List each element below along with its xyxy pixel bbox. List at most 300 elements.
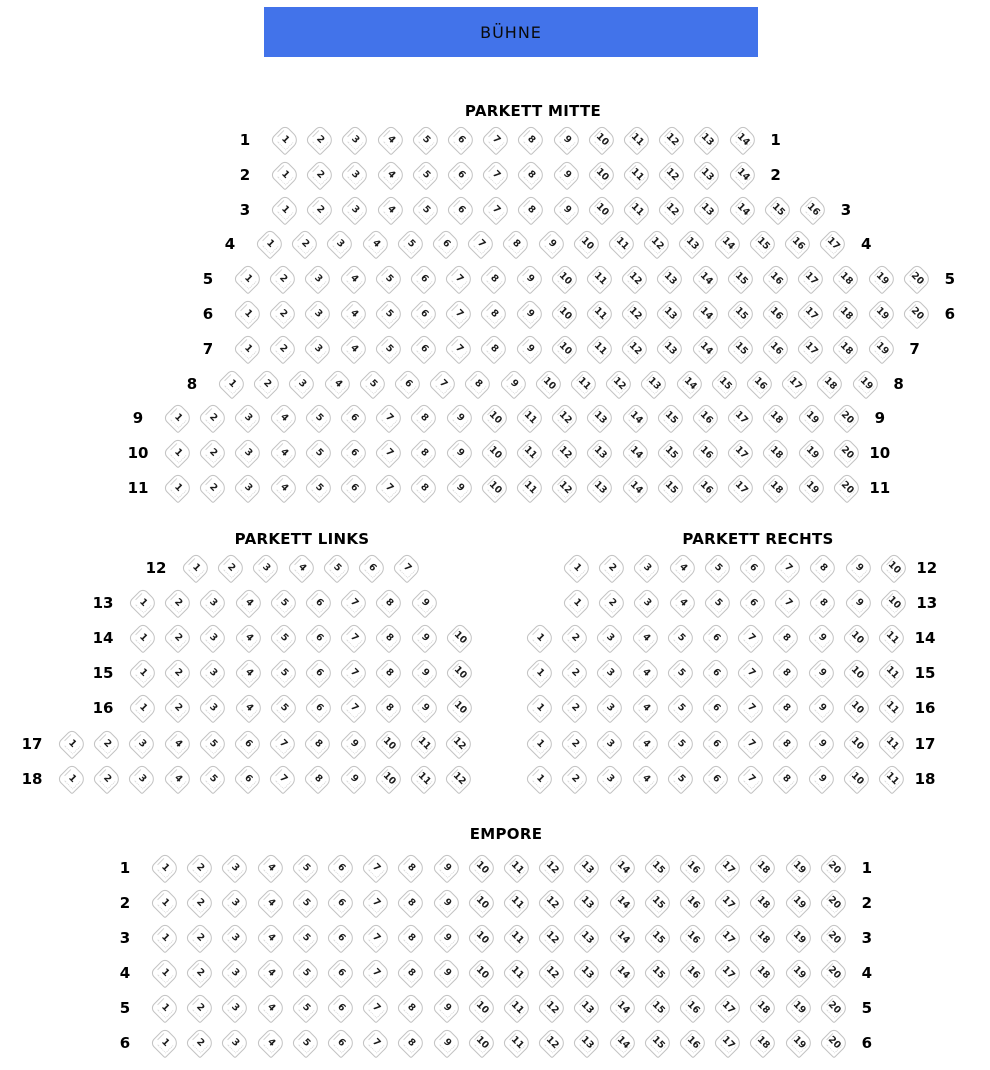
seat-parkett-mitte-row6-4[interactable] [338, 298, 369, 329]
seat-parkett-links-row18-5[interactable] [197, 763, 228, 794]
seat-empore-row6-3[interactable] [220, 1027, 251, 1058]
seat-empore-row4-8[interactable] [396, 957, 427, 988]
seat-empore-row4-20[interactable] [818, 957, 849, 988]
seat-parkett-mitte-row10-15[interactable] [655, 437, 686, 468]
seat-parkett-mitte-row7-18[interactable] [831, 333, 862, 364]
seat-empore-row6-2[interactable] [185, 1027, 216, 1058]
seat-parkett-mitte-row6-14[interactable] [690, 298, 721, 329]
seat-parkett-links-row12-7[interactable] [392, 552, 423, 583]
seat-empore-row3-3[interactable] [220, 922, 251, 953]
seat-parkett-links-row14-4[interactable] [233, 622, 264, 653]
seat-empore-row1-4[interactable] [255, 852, 286, 883]
seat-parkett-links-row16-5[interactable] [268, 692, 299, 723]
seat-empore-row4-11[interactable] [501, 957, 532, 988]
seat-parkett-links-row17-9[interactable] [338, 728, 369, 759]
seat-parkett-links-row15-5[interactable] [268, 657, 299, 688]
seat-parkett-links-row17-11[interactable] [408, 728, 439, 759]
seat-parkett-mitte-row1-2[interactable] [305, 124, 336, 155]
seat-parkett-links-row16-3[interactable] [198, 692, 229, 723]
seat-parkett-mitte-row11-4[interactable] [268, 472, 299, 503]
seat-parkett-rechts-row14-7[interactable] [736, 622, 767, 653]
seat-parkett-mitte-row2-8[interactable] [516, 159, 547, 190]
seat-parkett-rechts-row15-6[interactable] [700, 657, 731, 688]
seat-parkett-rechts-row15-11[interactable] [876, 657, 907, 688]
seat-parkett-rechts-row18-6[interactable] [700, 763, 731, 794]
seat-empore-row2-16[interactable] [677, 887, 708, 918]
seat-parkett-rechts-row15-5[interactable] [665, 657, 696, 688]
seat-parkett-links-row17-7[interactable] [268, 728, 299, 759]
seat-parkett-links-row14-7[interactable] [339, 622, 370, 653]
seat-parkett-mitte-row10-5[interactable] [303, 437, 334, 468]
seat-parkett-rechts-row15-10[interactable] [841, 657, 872, 688]
seat-parkett-links-row18-4[interactable] [162, 763, 193, 794]
seat-parkett-rechts-row15-2[interactable] [560, 657, 591, 688]
seat-parkett-mitte-row7-1[interactable] [232, 333, 263, 364]
seat-parkett-mitte-row10-4[interactable] [268, 437, 299, 468]
seat-parkett-mitte-row8-4[interactable] [322, 368, 353, 399]
seat-empore-row5-11[interactable] [501, 992, 532, 1023]
seat-parkett-mitte-row2-4[interactable] [375, 159, 406, 190]
seat-parkett-mitte-row1-6[interactable] [445, 124, 476, 155]
seat-empore-row1-19[interactable] [783, 852, 814, 883]
seat-parkett-mitte-row8-16[interactable] [744, 368, 775, 399]
seat-empore-row6-19[interactable] [783, 1027, 814, 1058]
seat-parkett-rechts-row13-5[interactable] [702, 587, 733, 618]
seat-empore-row4-2[interactable] [185, 957, 216, 988]
seat-parkett-links-row13-5[interactable] [268, 587, 299, 618]
seat-parkett-mitte-row7-11[interactable] [584, 333, 615, 364]
seat-empore-row4-1[interactable] [149, 957, 180, 988]
seat-parkett-links-row12-6[interactable] [356, 552, 387, 583]
seat-parkett-mitte-row5-3[interactable] [303, 263, 334, 294]
seat-parkett-mitte-row3-15[interactable] [762, 194, 793, 225]
seat-parkett-rechts-row18-8[interactable] [771, 763, 802, 794]
seat-parkett-rechts-row16-11[interactable] [876, 692, 907, 723]
seat-empore-row6-17[interactable] [713, 1027, 744, 1058]
seat-parkett-mitte-row3-2[interactable] [305, 194, 336, 225]
seat-parkett-mitte-row10-11[interactable] [514, 437, 545, 468]
seat-parkett-mitte-row7-17[interactable] [796, 333, 827, 364]
seat-parkett-mitte-row6-13[interactable] [655, 298, 686, 329]
seat-parkett-links-row13-9[interactable] [409, 587, 440, 618]
seat-parkett-rechts-row17-7[interactable] [736, 728, 767, 759]
seat-parkett-mitte-row5-5[interactable] [373, 263, 404, 294]
seat-parkett-links-row16-8[interactable] [374, 692, 405, 723]
seat-parkett-mitte-row5-16[interactable] [760, 263, 791, 294]
seat-parkett-links-row18-12[interactable] [444, 763, 475, 794]
seat-parkett-mitte-row1-5[interactable] [410, 124, 441, 155]
seat-parkett-links-row17-8[interactable] [303, 728, 334, 759]
seat-parkett-mitte-row10-16[interactable] [690, 437, 721, 468]
seat-empore-row6-1[interactable] [149, 1027, 180, 1058]
seat-parkett-rechts-row17-2[interactable] [560, 728, 591, 759]
seat-parkett-mitte-row5-2[interactable] [268, 263, 299, 294]
seat-parkett-mitte-row4-6[interactable] [430, 228, 461, 259]
seat-empore-row6-8[interactable] [396, 1027, 427, 1058]
seat-parkett-mitte-row10-1[interactable] [162, 437, 193, 468]
seat-parkett-mitte-row8-12[interactable] [604, 368, 635, 399]
seat-parkett-mitte-row6-6[interactable] [408, 298, 439, 329]
seat-parkett-mitte-row10-13[interactable] [585, 437, 616, 468]
seat-parkett-mitte-row2-2[interactable] [305, 159, 336, 190]
seat-parkett-mitte-row8-9[interactable] [498, 368, 529, 399]
seat-parkett-mitte-row11-9[interactable] [444, 472, 475, 503]
seat-parkett-rechts-row17-4[interactable] [630, 728, 661, 759]
seat-parkett-rechts-row18-3[interactable] [595, 763, 626, 794]
seat-parkett-mitte-row9-8[interactable] [409, 402, 440, 433]
seat-parkett-rechts-row14-9[interactable] [806, 622, 837, 653]
seat-parkett-mitte-row4-4[interactable] [360, 228, 391, 259]
seat-empore-row5-10[interactable] [466, 992, 497, 1023]
seat-empore-row1-1[interactable] [149, 852, 180, 883]
seat-parkett-mitte-row5-7[interactable] [444, 263, 475, 294]
seat-parkett-mitte-row7-4[interactable] [338, 333, 369, 364]
seat-parkett-mitte-row10-19[interactable] [796, 437, 827, 468]
seat-parkett-mitte-row11-14[interactable] [620, 472, 651, 503]
seat-empore-row6-18[interactable] [748, 1027, 779, 1058]
seat-parkett-mitte-row1-14[interactable] [727, 124, 758, 155]
seat-parkett-rechts-row18-4[interactable] [630, 763, 661, 794]
seat-empore-row1-10[interactable] [466, 852, 497, 883]
seat-empore-row5-15[interactable] [642, 992, 673, 1023]
seat-empore-row3-10[interactable] [466, 922, 497, 953]
seat-parkett-links-row16-7[interactable] [339, 692, 370, 723]
seat-empore-row2-12[interactable] [537, 887, 568, 918]
seat-empore-row4-15[interactable] [642, 957, 673, 988]
seat-empore-row1-16[interactable] [677, 852, 708, 883]
seat-parkett-mitte-row10-17[interactable] [726, 437, 757, 468]
seat-empore-row3-17[interactable] [713, 922, 744, 953]
seat-empore-row3-18[interactable] [748, 922, 779, 953]
seat-parkett-mitte-row11-7[interactable] [374, 472, 405, 503]
seat-parkett-mitte-row4-15[interactable] [747, 228, 778, 259]
seat-parkett-mitte-row11-5[interactable] [303, 472, 334, 503]
seat-parkett-mitte-row1-13[interactable] [692, 124, 723, 155]
seat-parkett-mitte-row8-7[interactable] [428, 368, 459, 399]
seat-parkett-mitte-row9-2[interactable] [198, 402, 229, 433]
seat-parkett-rechts-row16-6[interactable] [700, 692, 731, 723]
seat-empore-row1-9[interactable] [431, 852, 462, 883]
seat-empore-row2-10[interactable] [466, 887, 497, 918]
seat-parkett-links-row17-10[interactable] [373, 728, 404, 759]
seat-parkett-mitte-row7-5[interactable] [373, 333, 404, 364]
seat-parkett-mitte-row7-7[interactable] [444, 333, 475, 364]
seat-parkett-links-row13-1[interactable] [127, 587, 158, 618]
seat-parkett-mitte-row8-3[interactable] [287, 368, 318, 399]
seat-parkett-mitte-row9-3[interactable] [233, 402, 264, 433]
seat-parkett-mitte-row9-11[interactable] [514, 402, 545, 433]
seat-parkett-links-row16-1[interactable] [127, 692, 158, 723]
seat-parkett-rechts-row13-6[interactable] [737, 587, 768, 618]
seat-parkett-mitte-row7-19[interactable] [866, 333, 897, 364]
seat-parkett-links-row17-3[interactable] [127, 728, 158, 759]
seat-parkett-links-row12-3[interactable] [251, 552, 282, 583]
seat-parkett-mitte-row3-9[interactable] [551, 194, 582, 225]
seat-empore-row5-4[interactable] [255, 992, 286, 1023]
seat-empore-row5-1[interactable] [149, 992, 180, 1023]
seat-empore-row4-10[interactable] [466, 957, 497, 988]
seat-parkett-mitte-row3-4[interactable] [375, 194, 406, 225]
seat-parkett-links-row18-11[interactable] [408, 763, 439, 794]
seat-parkett-rechts-row16-1[interactable] [524, 692, 555, 723]
seat-parkett-mitte-row3-13[interactable] [692, 194, 723, 225]
seat-parkett-links-row14-9[interactable] [409, 622, 440, 653]
seat-parkett-mitte-row10-20[interactable] [831, 437, 862, 468]
seat-parkett-links-row16-10[interactable] [444, 692, 475, 723]
seat-parkett-mitte-row8-19[interactable] [850, 368, 881, 399]
seat-empore-row5-2[interactable] [185, 992, 216, 1023]
seat-empore-row5-6[interactable] [325, 992, 356, 1023]
seat-parkett-rechts-row16-7[interactable] [736, 692, 767, 723]
seat-parkett-mitte-row6-19[interactable] [866, 298, 897, 329]
seat-parkett-rechts-row15-3[interactable] [595, 657, 626, 688]
seat-parkett-mitte-row9-4[interactable] [268, 402, 299, 433]
seat-parkett-links-row17-2[interactable] [92, 728, 123, 759]
seat-empore-row4-3[interactable] [220, 957, 251, 988]
seat-parkett-mitte-row11-11[interactable] [514, 472, 545, 503]
seat-empore-row6-4[interactable] [255, 1027, 286, 1058]
seat-empore-row5-17[interactable] [713, 992, 744, 1023]
seat-empore-row3-2[interactable] [185, 922, 216, 953]
seat-empore-row2-11[interactable] [501, 887, 532, 918]
seat-parkett-mitte-row4-3[interactable] [325, 228, 356, 259]
seat-parkett-mitte-row3-14[interactable] [727, 194, 758, 225]
seat-parkett-mitte-row3-3[interactable] [340, 194, 371, 225]
seat-parkett-mitte-row4-8[interactable] [501, 228, 532, 259]
seat-parkett-mitte-row7-6[interactable] [408, 333, 439, 364]
seat-parkett-links-row15-10[interactable] [444, 657, 475, 688]
seat-empore-row1-18[interactable] [748, 852, 779, 883]
seat-empore-row4-17[interactable] [713, 957, 744, 988]
seat-parkett-mitte-row10-8[interactable] [409, 437, 440, 468]
seat-empore-row5-12[interactable] [537, 992, 568, 1023]
seat-parkett-mitte-row8-2[interactable] [252, 368, 283, 399]
seat-parkett-rechts-row12-8[interactable] [808, 552, 839, 583]
seat-empore-row3-5[interactable] [290, 922, 321, 953]
seat-parkett-rechts-row15-8[interactable] [771, 657, 802, 688]
seat-parkett-rechts-row17-1[interactable] [524, 728, 555, 759]
seat-parkett-mitte-row11-12[interactable] [550, 472, 581, 503]
seat-parkett-mitte-row4-7[interactable] [466, 228, 497, 259]
seat-parkett-mitte-row11-19[interactable] [796, 472, 827, 503]
seat-parkett-mitte-row3-1[interactable] [269, 194, 300, 225]
seat-parkett-mitte-row5-12[interactable] [620, 263, 651, 294]
seat-parkett-mitte-row11-3[interactable] [233, 472, 264, 503]
seat-parkett-mitte-row6-1[interactable] [232, 298, 263, 329]
seat-parkett-mitte-row9-12[interactable] [550, 402, 581, 433]
seat-empore-row2-5[interactable] [290, 887, 321, 918]
seat-parkett-mitte-row1-8[interactable] [516, 124, 547, 155]
seat-parkett-mitte-row6-7[interactable] [444, 298, 475, 329]
seat-empore-row1-13[interactable] [572, 852, 603, 883]
seat-parkett-mitte-row4-2[interactable] [290, 228, 321, 259]
seat-parkett-mitte-row5-4[interactable] [338, 263, 369, 294]
seat-parkett-mitte-row7-9[interactable] [514, 333, 545, 364]
seat-parkett-links-row12-2[interactable] [216, 552, 247, 583]
seat-parkett-mitte-row2-3[interactable] [340, 159, 371, 190]
seat-parkett-rechts-row13-3[interactable] [632, 587, 663, 618]
seat-empore-row4-12[interactable] [537, 957, 568, 988]
seat-parkett-mitte-row5-9[interactable] [514, 263, 545, 294]
seat-empore-row2-9[interactable] [431, 887, 462, 918]
seat-parkett-mitte-row11-13[interactable] [585, 472, 616, 503]
seat-parkett-rechts-row16-10[interactable] [841, 692, 872, 723]
seat-parkett-rechts-row16-9[interactable] [806, 692, 837, 723]
seat-parkett-mitte-row6-17[interactable] [796, 298, 827, 329]
seat-parkett-mitte-row6-5[interactable] [373, 298, 404, 329]
seat-parkett-mitte-row7-3[interactable] [303, 333, 334, 364]
seat-parkett-mitte-row4-1[interactable] [254, 228, 285, 259]
seat-empore-row5-5[interactable] [290, 992, 321, 1023]
seat-parkett-mitte-row5-15[interactable] [725, 263, 756, 294]
seat-parkett-mitte-row8-11[interactable] [568, 368, 599, 399]
seat-parkett-links-row13-2[interactable] [163, 587, 194, 618]
seat-parkett-mitte-row2-7[interactable] [481, 159, 512, 190]
seat-empore-row1-12[interactable] [537, 852, 568, 883]
seat-parkett-mitte-row11-6[interactable] [338, 472, 369, 503]
seat-empore-row4-19[interactable] [783, 957, 814, 988]
seat-parkett-rechts-row17-5[interactable] [665, 728, 696, 759]
seat-empore-row1-11[interactable] [501, 852, 532, 883]
seat-parkett-rechts-row16-3[interactable] [595, 692, 626, 723]
seat-parkett-mitte-row4-16[interactable] [782, 228, 813, 259]
seat-parkett-mitte-row2-9[interactable] [551, 159, 582, 190]
seat-parkett-links-row13-8[interactable] [374, 587, 405, 618]
seat-parkett-mitte-row10-10[interactable] [479, 437, 510, 468]
seat-parkett-mitte-row11-10[interactable] [479, 472, 510, 503]
seat-empore-row4-7[interactable] [361, 957, 392, 988]
seat-parkett-rechts-row14-10[interactable] [841, 622, 872, 653]
seat-parkett-mitte-row11-2[interactable] [198, 472, 229, 503]
seat-parkett-mitte-row9-10[interactable] [479, 402, 510, 433]
seat-parkett-rechts-row18-9[interactable] [806, 763, 837, 794]
seat-parkett-mitte-row4-11[interactable] [606, 228, 637, 259]
seat-parkett-mitte-row10-18[interactable] [761, 437, 792, 468]
seat-empore-row5-14[interactable] [607, 992, 638, 1023]
seat-parkett-mitte-row1-12[interactable] [657, 124, 688, 155]
seat-empore-row5-16[interactable] [677, 992, 708, 1023]
seat-empore-row1-20[interactable] [818, 852, 849, 883]
seat-parkett-links-row15-7[interactable] [339, 657, 370, 688]
seat-parkett-mitte-row3-12[interactable] [657, 194, 688, 225]
seat-empore-row2-20[interactable] [818, 887, 849, 918]
seat-parkett-rechts-row12-2[interactable] [597, 552, 628, 583]
seat-parkett-mitte-row3-8[interactable] [516, 194, 547, 225]
seat-parkett-mitte-row5-10[interactable] [549, 263, 580, 294]
seat-parkett-rechts-row12-5[interactable] [702, 552, 733, 583]
seat-parkett-mitte-row4-12[interactable] [642, 228, 673, 259]
seat-empore-row5-9[interactable] [431, 992, 462, 1023]
seat-parkett-rechts-row15-7[interactable] [736, 657, 767, 688]
seat-parkett-mitte-row6-9[interactable] [514, 298, 545, 329]
seat-empore-row6-14[interactable] [607, 1027, 638, 1058]
seat-empore-row1-2[interactable] [185, 852, 216, 883]
seat-parkett-mitte-row8-10[interactable] [533, 368, 564, 399]
seat-parkett-mitte-row9-7[interactable] [374, 402, 405, 433]
seat-parkett-mitte-row7-2[interactable] [268, 333, 299, 364]
seat-parkett-links-row17-5[interactable] [197, 728, 228, 759]
seat-parkett-links-row14-8[interactable] [374, 622, 405, 653]
seat-empore-row4-4[interactable] [255, 957, 286, 988]
seat-parkett-mitte-row1-1[interactable] [269, 124, 300, 155]
seat-parkett-rechts-row13-8[interactable] [808, 587, 839, 618]
seat-empore-row6-9[interactable] [431, 1027, 462, 1058]
seat-empore-row3-15[interactable] [642, 922, 673, 953]
seat-parkett-mitte-row10-2[interactable] [198, 437, 229, 468]
seat-parkett-mitte-row5-13[interactable] [655, 263, 686, 294]
seat-parkett-links-row14-3[interactable] [198, 622, 229, 653]
seat-parkett-mitte-row9-15[interactable] [655, 402, 686, 433]
seat-empore-row2-1[interactable] [149, 887, 180, 918]
seat-parkett-links-row13-3[interactable] [198, 587, 229, 618]
seat-parkett-links-row12-1[interactable] [180, 552, 211, 583]
seat-empore-row2-7[interactable] [361, 887, 392, 918]
seat-parkett-mitte-row11-20[interactable] [831, 472, 862, 503]
seat-parkett-mitte-row6-18[interactable] [831, 298, 862, 329]
seat-empore-row3-4[interactable] [255, 922, 286, 953]
seat-empore-row1-5[interactable] [290, 852, 321, 883]
seat-parkett-rechts-row13-9[interactable] [843, 587, 874, 618]
seat-parkett-links-row17-12[interactable] [444, 728, 475, 759]
seat-empore-row2-3[interactable] [220, 887, 251, 918]
seat-empore-row2-14[interactable] [607, 887, 638, 918]
seat-parkett-mitte-row8-6[interactable] [392, 368, 423, 399]
seat-parkett-rechts-row14-1[interactable] [524, 622, 555, 653]
seat-parkett-mitte-row8-14[interactable] [674, 368, 705, 399]
seat-parkett-rechts-row17-6[interactable] [700, 728, 731, 759]
seat-empore-row3-12[interactable] [537, 922, 568, 953]
seat-parkett-rechts-row15-9[interactable] [806, 657, 837, 688]
seat-empore-row2-8[interactable] [396, 887, 427, 918]
seat-parkett-rechts-row17-9[interactable] [806, 728, 837, 759]
seat-parkett-mitte-row8-18[interactable] [815, 368, 846, 399]
seat-parkett-links-row16-6[interactable] [303, 692, 334, 723]
seat-parkett-rechts-row14-4[interactable] [630, 622, 661, 653]
seat-empore-row4-18[interactable] [748, 957, 779, 988]
seat-parkett-mitte-row6-2[interactable] [268, 298, 299, 329]
seat-parkett-mitte-row4-13[interactable] [677, 228, 708, 259]
seat-parkett-mitte-row11-18[interactable] [761, 472, 792, 503]
seat-parkett-rechts-row16-5[interactable] [665, 692, 696, 723]
seat-empore-row4-13[interactable] [572, 957, 603, 988]
seat-parkett-mitte-row3-5[interactable] [410, 194, 441, 225]
seat-parkett-mitte-row10-7[interactable] [374, 437, 405, 468]
seat-parkett-mitte-row8-8[interactable] [463, 368, 494, 399]
seat-parkett-rechts-row17-3[interactable] [595, 728, 626, 759]
seat-parkett-mitte-row2-6[interactable] [445, 159, 476, 190]
seat-parkett-mitte-row9-18[interactable] [761, 402, 792, 433]
seat-empore-row3-6[interactable] [325, 922, 356, 953]
seat-parkett-rechts-row15-4[interactable] [630, 657, 661, 688]
seat-parkett-mitte-row3-11[interactable] [621, 194, 652, 225]
seat-parkett-mitte-row1-10[interactable] [586, 124, 617, 155]
seat-parkett-links-row18-8[interactable] [303, 763, 334, 794]
seat-empore-row6-11[interactable] [501, 1027, 532, 1058]
seat-parkett-mitte-row5-18[interactable] [831, 263, 862, 294]
seat-parkett-links-row18-2[interactable] [92, 763, 123, 794]
seat-empore-row3-8[interactable] [396, 922, 427, 953]
seat-empore-row5-13[interactable] [572, 992, 603, 1023]
seat-empore-row4-6[interactable] [325, 957, 356, 988]
seat-empore-row4-14[interactable] [607, 957, 638, 988]
seat-empore-row6-5[interactable] [290, 1027, 321, 1058]
seat-parkett-links-row18-3[interactable] [127, 763, 158, 794]
seat-parkett-mitte-row6-16[interactable] [760, 298, 791, 329]
seat-parkett-links-row18-6[interactable] [232, 763, 263, 794]
seat-empore-row2-19[interactable] [783, 887, 814, 918]
seat-parkett-mitte-row1-4[interactable] [375, 124, 406, 155]
seat-parkett-mitte-row9-16[interactable] [690, 402, 721, 433]
